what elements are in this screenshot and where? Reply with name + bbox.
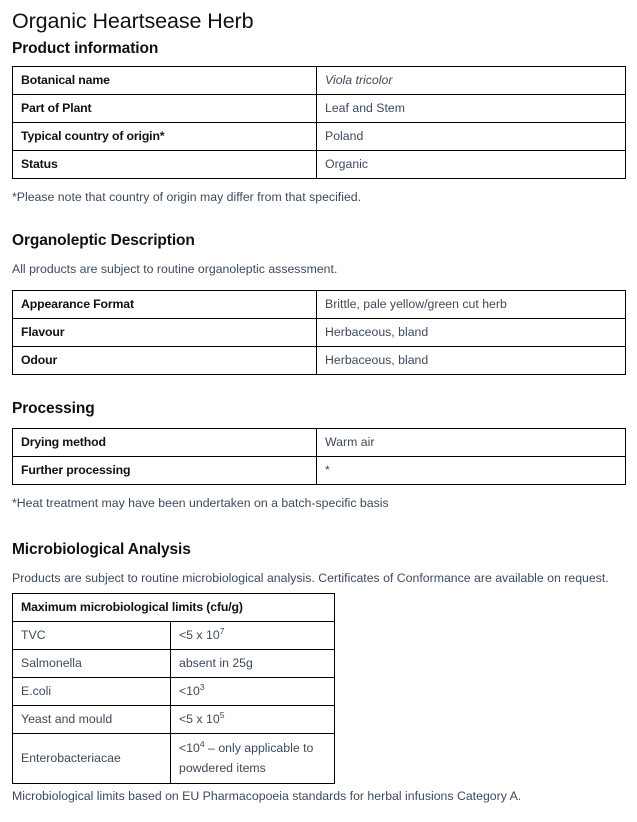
organism-limit xyxy=(171,678,335,706)
section-heading-product-information: Product information xyxy=(12,40,159,57)
row-value: Herbaceous, bland xyxy=(317,347,626,375)
microbiological-intro-text: Products are subject to routine microbiological analysis. Certificates of Conformance are available on request. xyxy=(12,571,609,585)
row-value: Leaf and Stem xyxy=(317,95,626,123)
row-value: Organic xyxy=(317,151,626,179)
row-label: Botanical name xyxy=(13,67,317,95)
row-value: Brittle, pale yellow/green cut herb xyxy=(317,291,626,319)
organoleptic-table xyxy=(12,290,626,375)
microbiological-limits-table xyxy=(12,593,335,784)
table-row xyxy=(13,319,626,347)
product-information-table xyxy=(12,66,626,179)
row-label: Appearance Format xyxy=(13,291,317,319)
row-label: Odour xyxy=(13,347,317,375)
table-row xyxy=(13,706,335,734)
row-label: Part of Plant xyxy=(13,95,317,123)
organism-limit xyxy=(171,650,335,678)
limit-base: <5 x 10 xyxy=(179,712,220,726)
section-heading-organoleptic: Organoleptic Description xyxy=(12,232,195,249)
row-value: Poland xyxy=(317,123,626,151)
limit-exponent: 7 xyxy=(219,625,225,636)
table-row xyxy=(13,291,626,319)
limit-exponent: 4 xyxy=(199,738,205,749)
limit-exponent: 5 xyxy=(219,709,225,720)
table-row xyxy=(13,123,626,151)
table-row xyxy=(13,734,335,784)
table-header-row xyxy=(13,594,335,622)
organism-limit xyxy=(171,734,335,784)
table-row xyxy=(13,95,626,123)
table-row xyxy=(13,457,626,485)
row-value: Viola tricolor xyxy=(317,67,626,95)
row-label: Status xyxy=(13,151,317,179)
footnote-country-of-origin: *Please note that country of origin may differ from that specified. xyxy=(12,190,362,204)
organism-limit xyxy=(171,622,335,650)
organoleptic-intro-text: All products are subject to routine organoleptic assessment. xyxy=(12,262,338,276)
section-heading-microbiological: Microbiological Analysis xyxy=(12,541,191,558)
organism-limit xyxy=(171,706,335,734)
organism-name: Yeast and mould xyxy=(13,706,171,734)
row-label: Typical country of origin* xyxy=(13,123,317,151)
organism-name: Salmonella xyxy=(13,650,171,678)
row-value: Herbaceous, bland xyxy=(317,319,626,347)
row-label: Drying method xyxy=(13,429,317,457)
table-row xyxy=(13,622,335,650)
organism-name: TVC xyxy=(13,622,171,650)
row-label: Flavour xyxy=(13,319,317,347)
micro-table-header: Maximum microbiological limits (cfu/g) xyxy=(13,594,335,622)
table-row xyxy=(13,429,626,457)
organism-name: E.coli xyxy=(13,678,171,706)
limit-base: <10 xyxy=(179,741,200,755)
row-value: * xyxy=(317,457,626,485)
table-row xyxy=(13,678,335,706)
limit-base: <5 x 10 xyxy=(179,628,220,642)
limit-exponent: 3 xyxy=(199,681,205,692)
processing-table xyxy=(12,428,626,485)
section-heading-processing: Processing xyxy=(12,400,95,417)
page-title: Organic Heartsease Herb xyxy=(12,9,254,33)
table-row xyxy=(13,347,626,375)
table-row xyxy=(13,151,626,179)
footnote-microbiological-basis: Microbiological limits based on EU Pharmacopoeia standards for herbal infusions Category A. xyxy=(12,789,522,803)
footnote-heat-treatment: *Heat treatment may have been undertaken on a batch-specific basis xyxy=(12,496,389,510)
row-label: Further processing xyxy=(13,457,317,485)
row-value: Warm air xyxy=(317,429,626,457)
organism-name: Enterobacteriacae xyxy=(13,734,171,784)
limit-tail: – only applicable to powdered items xyxy=(179,741,314,775)
table-row xyxy=(13,67,626,95)
limit-base: absent in 25g xyxy=(179,656,253,670)
limit-base: <10 xyxy=(179,684,200,698)
table-row xyxy=(13,650,335,678)
